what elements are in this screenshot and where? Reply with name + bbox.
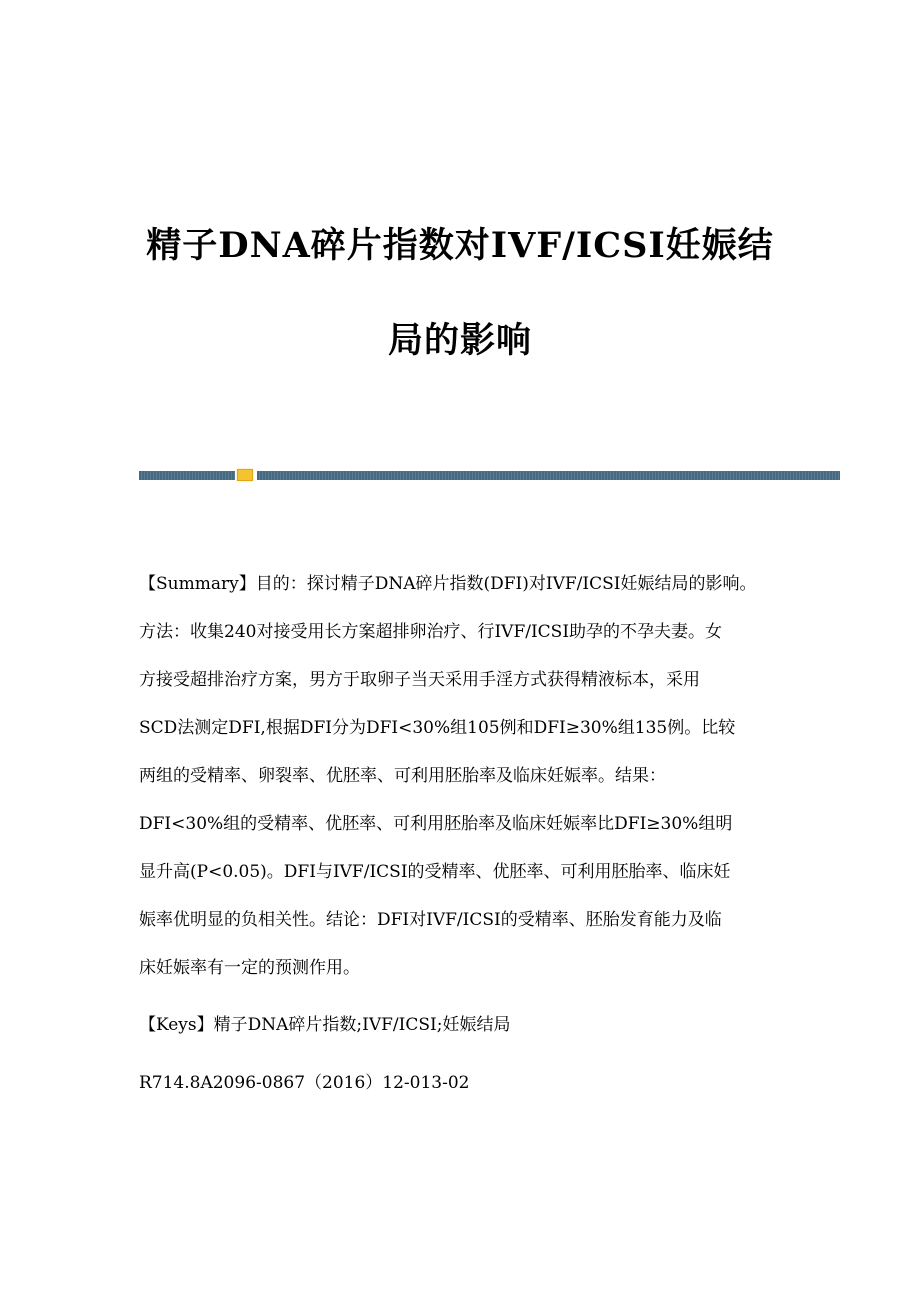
- divider-left: [139, 471, 235, 480]
- summary-line: DFI<30%组的受精率、优胚率、可利用胚胎率及临床妊娠率比DFI≥30%组明: [139, 814, 733, 834]
- keywords: 【Keys】精子DNA碎片指数;IVF/ICSI;妊娠结局: [139, 1015, 511, 1035]
- gold-ornament-icon: [237, 469, 253, 481]
- summary-line: 【Summary】目的：探讨精子DNA碎片指数(DFI)对IVF/ICSI妊娠结局的影响。: [139, 574, 757, 594]
- summary-line: 显升高(P<0.05)。DFI与IVF/ICSI的受精率、优胚率、可利用胚胎率、临床妊: [139, 862, 731, 882]
- document-title-line-2: 局的影响: [387, 320, 532, 361]
- summary-line: 床妊娠率有一定的预测作用。: [139, 958, 360, 978]
- summary-line: 娠率优明显的负相关性。结论：DFI对IVF/ICSI的受精率、胚胎发育能力及临: [139, 910, 722, 930]
- summary-line: SCD法测定DFI,根据DFI分为DFI<30%组105例和DFI≥30%组135例。比较: [139, 718, 736, 738]
- summary-line: 方接受超排治疗方案，男方于取卵子当天采用手淫方式获得精液标本，采用: [139, 670, 700, 690]
- classification-code: R714.8A2096-0867（2016）12-013-02: [139, 1073, 470, 1093]
- summary-line: 两组的受精率、卵裂率、优胚率、可利用胚胎率及临床妊娠率。结果：: [139, 766, 666, 786]
- divider-right: [257, 471, 840, 480]
- summary-line: 方法：收集240对接受用长方案超排卵治疗、行IVF/ICSI助孕的不孕夫妻。女: [139, 622, 723, 642]
- document-title-line-1: 精子DNA碎片指数对IVF/ICSI妊娠结: [146, 225, 774, 266]
